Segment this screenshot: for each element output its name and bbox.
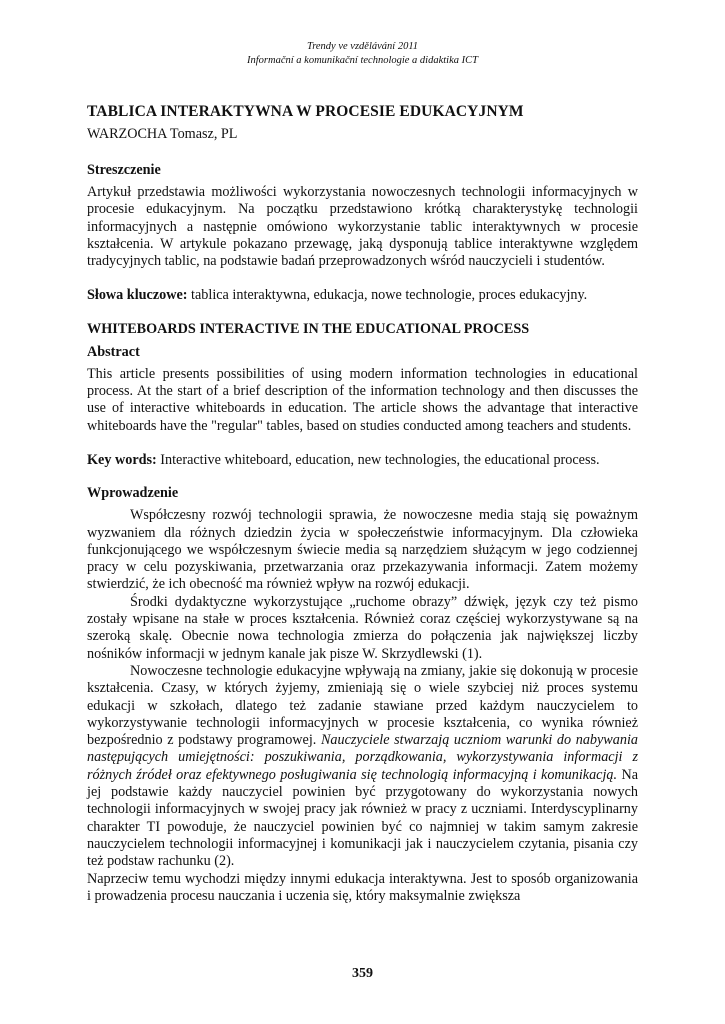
- keywords-en-list: Interactive whiteboard, education, new technologies, the educational process.: [156, 451, 600, 468]
- abstract-en-heading: Abstract: [87, 343, 140, 360]
- article-title: TABLICA INTERAKTYWNA W PROCESIE EDUKACYJNYM: [87, 103, 524, 120]
- abstract-en-text: This article presents possibilities of using modern information technologies in educational process. At the start of a brief description of the information technology and then discusses the use of interactive whiteboards in education. The article shows the advantage that interactive whiteboards have the "regular" tables, based on studies conducted among teachers and students.: [87, 365, 638, 434]
- introduction-paragraph-3: [87, 663, 638, 871]
- introduction-paragraph-1: Współczesny rozwój technologii sprawia, że nowoczesne media stają się poważnym wyzwaniem dla różnych dziedzin życia w społeczeństwie informacyjnym. Dla człowieka funkcjonującego we współczesnym świecie media są narzędziem służącym w jego codziennej pracy w celu pozyskiwania, przetwarzania oraz przekazywania informacji. Zatem możemy stwierdzić, że ich obecność ma również wpływ na rozwój edukacji.: [87, 507, 638, 593]
- introduction-paragraph-3-start: Nowoczesne technologie edukacyjne wpływają na zmiany, jakie się dokonują w procesie kształcenia. Czasy, w których żyjemy, zmieniają się o wiele szybciej niż proces systemu edukacji w szkołach, dlatego też zadanie stawiane przed każdym nauczycielem to wykorzystywanie technologii informacyjnych w procesie kształcenia, co wynika również bezpośrednio z podstawy programowej.: [87, 662, 638, 749]
- keywords-pl-label: Słowa kluczowe:: [87, 287, 188, 304]
- abstract-pl-heading: Streszczenie: [87, 162, 161, 178]
- english-title: WHITEBOARDS INTERACTIVE IN THE EDUCATIONAL PROCESS: [87, 320, 530, 337]
- article-author: WARZOCHA Tomasz, PL: [87, 126, 238, 142]
- introduction-paragraph-3-end: Na jej podstawie każdy nauczyciel powinien być przygotowany do wykorzystania nowych technologii informacyjnych w swojej pracy jak również w pracy z uczniami. Interdyscyplinarny charakter TI powoduje, że nauczyciel powinien być co najmniej w takim samym zakresie nauczycielem technologii informacyjnej i komunikacji jak i nauczycielem czytania, pisania czy też podstaw rachunku (2).: [87, 766, 638, 870]
- keywords-pl-list: tablica interaktywna, edukacja, nowe technologie, proces edukacyjny.: [187, 287, 588, 304]
- page-number: 359: [352, 966, 373, 981]
- header-line-1: Trendy ve vzdělávání 2011: [306, 41, 419, 52]
- page-content: [87, 40, 638, 905]
- abstract-pl-text: Artykuł przedstawia możliwości wykorzystania nowoczesnych technologii informacyjnych w procesie edukacyjnym. Na początku przedstawiono krótką charakterystykę technologii informacyjnych a następnie omówiono wykorzystanie tablic interaktywnych w procesie kształcenia. W artykule pokazano przewagę, jaką dysponują tablice interaktywne względem tradycyjnych tablic, na podstawie badań przeprowadzonych wśród nauczycieli i studentów.: [87, 184, 638, 270]
- keywords-pl: [87, 287, 638, 304]
- header-line-2: Informační a komunikační technologie a didaktika ICT: [247, 55, 478, 66]
- keywords-en: [87, 452, 638, 469]
- introduction-paragraph-2: Środki dydaktyczne wykorzystujące „ruchome obrazy” dźwięk, język czy też pismo zostały wpisane na stałe w proces kształcenia. Również coraz częściej wykorzystywane są na szeroką skalę. Obecnie nowa technologia zmierza do połączenia jak największej liczby nośników informacji w jednym kanale jak pisze W. Skrzydlewski (1).: [87, 593, 638, 662]
- introduction-paragraph-4: Naprzeciw temu wychodzi między innymi edukacja interaktywna. Jest to sposób organizowania i prowadzenia procesu nauczania i uczenia się, który maksymalnie zwiększa: [87, 870, 638, 904]
- keywords-en-label: Key words:: [87, 451, 157, 468]
- curriculum-quote: Nauczyciele stwarzają uczniom warunki do nabywania następujących umiejętności: poszukiwania, porządkowania, wykorzystywania informacji z różnych źródeł oraz efektywnego posługiwania się technologią informacyjną i komunikacją.: [87, 732, 638, 783]
- introduction-heading: Wprowadzenie: [87, 485, 179, 502]
- running-header: [87, 40, 638, 68]
